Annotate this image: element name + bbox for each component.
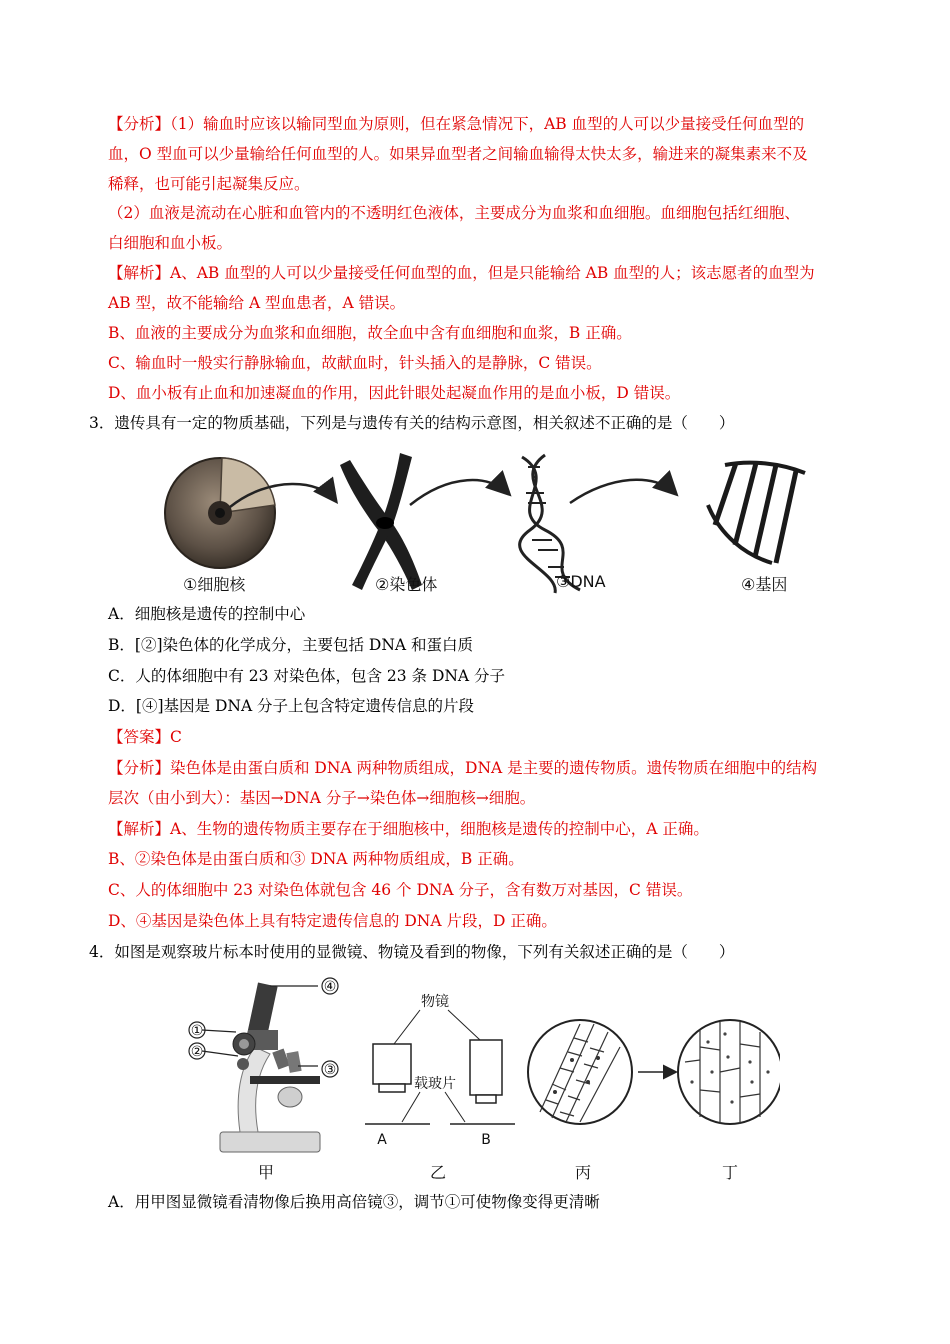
q3-explain-line-2: B、②染色体是由蛋白质和③ DNA 两种物质组成，B 正确。 bbox=[108, 850, 524, 868]
q4-option-a: A．用甲图显微镜看清物像后换用高倍镜③，调节①可使物像变得更清晰 bbox=[108, 1193, 600, 1211]
q4-microscope-figure bbox=[180, 972, 780, 1187]
q3-option-b: B．[②]染色体的化学成分，主要包括 DNA 和蛋白质 bbox=[108, 636, 474, 654]
q3-analysis-line-1: 【分析】染色体是由蛋白质和 DNA 两种物质组成，DNA 是主要的遗传物质。遗传物质在细胞中的结构 bbox=[108, 759, 818, 777]
q3-label-dna: ③DNA bbox=[556, 572, 606, 591]
label-a: A bbox=[377, 1132, 387, 1148]
q3-label-gene: ④基因 bbox=[741, 575, 788, 594]
q2-explain-line-1: 【解析】A、AB 血型的人可以少量接受任何血型的血，但是只能输给 AB 血型的人；该志愿者的血型为 bbox=[108, 264, 815, 282]
marker-1: ① bbox=[190, 1023, 204, 1039]
label-objective: 物镜 bbox=[421, 994, 449, 1010]
gene-illustration bbox=[708, 463, 805, 563]
label-b: B bbox=[481, 1132, 491, 1148]
q4-caption-ding: 丁 bbox=[722, 1163, 739, 1182]
q3-stem: 3．遗传具有一定的物质基础，下列是与遗传有关的结构示意图，相关叙述不正确的是（ ） bbox=[89, 414, 735, 432]
q3-answer: 【答案】C bbox=[108, 728, 182, 746]
nucleus-illustration bbox=[165, 458, 275, 568]
q3-genetics-figure bbox=[160, 445, 820, 605]
q2-analysis-line-5: 白细胞和血小板。 bbox=[108, 234, 233, 252]
q4-caption-bing: 丙 bbox=[575, 1163, 592, 1182]
q2-analysis-line-2: 血，O 型血可以少量输给任何血型的人。如果异血型者之间输血输得太快太多，输进来的凝集素来不及 bbox=[108, 145, 808, 163]
q2-analysis-line-3: 稀释，也可能引起凝集反应。 bbox=[108, 175, 310, 193]
arrow-3 bbox=[570, 480, 675, 503]
q3-option-c: C．人的体细胞中有 23 对染色体，包含 23 条 DNA 分子 bbox=[108, 667, 506, 685]
marker-2: ② bbox=[190, 1044, 204, 1060]
q2-explain-line-5: D、血小板有止血和加速凝血的作用，因此针眼处起凝血作用的是血小板，D 错误。 bbox=[108, 384, 681, 402]
microscope-illustration bbox=[220, 983, 320, 1152]
q2-explain-line-4: C、输血时一般实行静脉输血，故献血时，针头插入的是静脉，C 错误。 bbox=[108, 354, 602, 372]
q3-explain-line-3: C、人的体细胞中 23 对染色体就包含 46 个 DNA 分子，含有数万对基因，C 错误。 bbox=[108, 881, 693, 899]
marker-4: ④ bbox=[323, 979, 337, 995]
label-slide: 载玻片 bbox=[414, 1076, 456, 1092]
q3-explain-line-4: D、④基因是染色体上具有特定遗传信息的 DNA 片段，D 正确。 bbox=[108, 912, 557, 930]
chromosome-illustration bbox=[340, 453, 422, 590]
q3-explain-line-1: 【解析】A、生物的遗传物质主要存在于细胞核中，细胞核是遗传的控制中心，A 正确。 bbox=[108, 820, 709, 838]
q2-explain-line-2: AB 型，故不能输给 A 型血患者，A 错误。 bbox=[108, 294, 406, 312]
view-c-illustration bbox=[528, 1020, 632, 1124]
q4-stem: 4．如图是观察玻片标本时使用的显微镜、物镜及看到的物像，下列有关叙述正确的是（ ） bbox=[89, 943, 735, 961]
q3-option-a: A．细胞核是遗传的控制中心 bbox=[108, 605, 306, 623]
view-d-illustration bbox=[678, 1020, 780, 1124]
marker-3: ③ bbox=[323, 1062, 337, 1078]
q4-caption-yi: 乙 bbox=[430, 1163, 447, 1182]
q2-explain-line-3: B、血液的主要成分为血浆和血细胞，故全血中含有血细胞和血浆，B 正确。 bbox=[108, 324, 632, 342]
q2-analysis-line-1: 【分析】（1）输血时应该以输同型血为原则，但在紧急情况下，AB 血型的人可以少量接受任何血型的 bbox=[108, 115, 805, 133]
q4-caption-jia: 甲 bbox=[258, 1163, 275, 1182]
q2-analysis-line-4: （2）血液是流动在心脏和血管内的不透明红色液体，主要成分为血浆和血细胞。血细胞包括红细胞、 bbox=[108, 204, 800, 222]
q3-option-d: D．[④]基因是 DNA 分子上包含特定遗传信息的片段 bbox=[108, 697, 475, 715]
q3-label-chromosome: ②染色体 bbox=[375, 575, 438, 594]
q3-label-nucleus: ①细胞核 bbox=[183, 575, 246, 594]
arrow-2 bbox=[410, 480, 508, 505]
q3-analysis-line-2: 层次（由小到大）：基因→DNA 分子→染色体→细胞核→细胞。 bbox=[108, 789, 536, 807]
